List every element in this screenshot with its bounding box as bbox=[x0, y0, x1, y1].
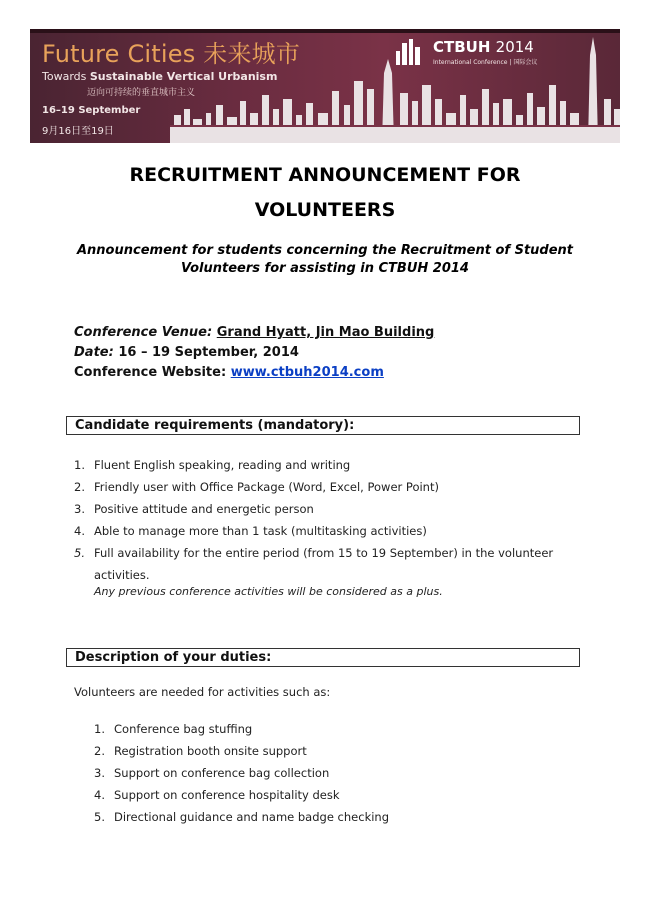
banner-date-en: 16–19 September bbox=[42, 105, 141, 116]
list-item-text: Directional guidance and name badge checking bbox=[114, 810, 390, 824]
banner-date-cn: 9月16日至19日 bbox=[42, 126, 114, 137]
list-item-number: 4. bbox=[74, 524, 85, 538]
banner-brand-name: CTBUH bbox=[433, 38, 491, 56]
header-banner bbox=[30, 29, 620, 143]
list-item-number: 1. bbox=[94, 722, 105, 736]
list-item-number: 2. bbox=[94, 744, 105, 758]
date-line bbox=[74, 345, 299, 360]
banner-subtitle bbox=[42, 70, 277, 83]
list-item-text: Support on conference hospitality desk bbox=[114, 788, 340, 802]
website-link[interactable]: www.ctbuh2014.com bbox=[230, 365, 384, 380]
list-item-number: 1. bbox=[74, 458, 85, 472]
ctbuh-logo-icon bbox=[394, 37, 424, 65]
requirements-note: Any previous conference activities will be considered as a plus. bbox=[94, 585, 443, 598]
website-line bbox=[74, 365, 384, 380]
website-label: Conference Website: bbox=[74, 365, 227, 380]
venue-value: Grand Hyatt, Jin Mao Building bbox=[216, 325, 435, 340]
list-item-text: Positive attitude and energetic person bbox=[94, 502, 314, 516]
venue-label: Conference Venue: bbox=[74, 325, 213, 340]
list-item-number: 5. bbox=[74, 546, 85, 560]
list-item-text: Registration booth onsite support bbox=[114, 744, 307, 758]
page-subtitle-line1: Announcement for students concerning the Recruitment of Student bbox=[76, 243, 574, 258]
banner-subtitle-cn: 迈向可持续的垂直城市主义 bbox=[87, 88, 196, 98]
list-item-text: Conference bag stuffing bbox=[114, 722, 253, 736]
list-item-text: Able to manage more than 1 task (multitasking activities) bbox=[94, 524, 427, 538]
list-item-number: 2. bbox=[74, 480, 85, 494]
page-subtitle-line2: Volunteers for assisting in CTBUH 2014 bbox=[181, 261, 469, 276]
banner-subtitle-prefix: Towards bbox=[42, 70, 90, 83]
list-item-text: Support on conference bag collection bbox=[114, 766, 330, 780]
requirements-heading: Candidate requirements (mandatory): bbox=[66, 416, 580, 435]
banner-title: Future Cities 未来城市 bbox=[42, 40, 301, 68]
banner-conference-label: International Conference | 国际会议 bbox=[433, 59, 538, 66]
list-item-text: Full availability for the entire period (from 15 to 19 September) in the volunteer bbox=[94, 546, 554, 560]
list-item-number: 3. bbox=[74, 502, 85, 516]
date-value: 16 – 19 September, 2014 bbox=[118, 345, 299, 360]
list-item-text: Friendly user with Office Package (Word, Excel, Power Point) bbox=[94, 480, 439, 494]
banner-brand bbox=[433, 38, 534, 56]
list-item-number: 5. bbox=[94, 810, 105, 824]
venue-line bbox=[74, 325, 434, 340]
list-item-number: 4. bbox=[94, 788, 105, 802]
list-item-text: Fluent English speaking, reading and writing bbox=[94, 458, 351, 472]
page-title-line1: RECRUITMENT ANNOUNCEMENT FOR bbox=[129, 164, 521, 186]
banner-brand-year: 2014 bbox=[495, 38, 534, 56]
duties-heading: Description of your duties: bbox=[66, 648, 580, 667]
page-title-line2: VOLUNTEERS bbox=[254, 199, 396, 221]
list-item-number: 3. bbox=[94, 766, 105, 780]
date-label: Date: bbox=[74, 345, 114, 360]
duties-intro: Volunteers are needed for activities such as: bbox=[74, 685, 331, 699]
list-item-continuation: activities. bbox=[94, 568, 150, 582]
banner-subtitle-bold: Sustainable Vertical Urbanism bbox=[89, 70, 278, 83]
